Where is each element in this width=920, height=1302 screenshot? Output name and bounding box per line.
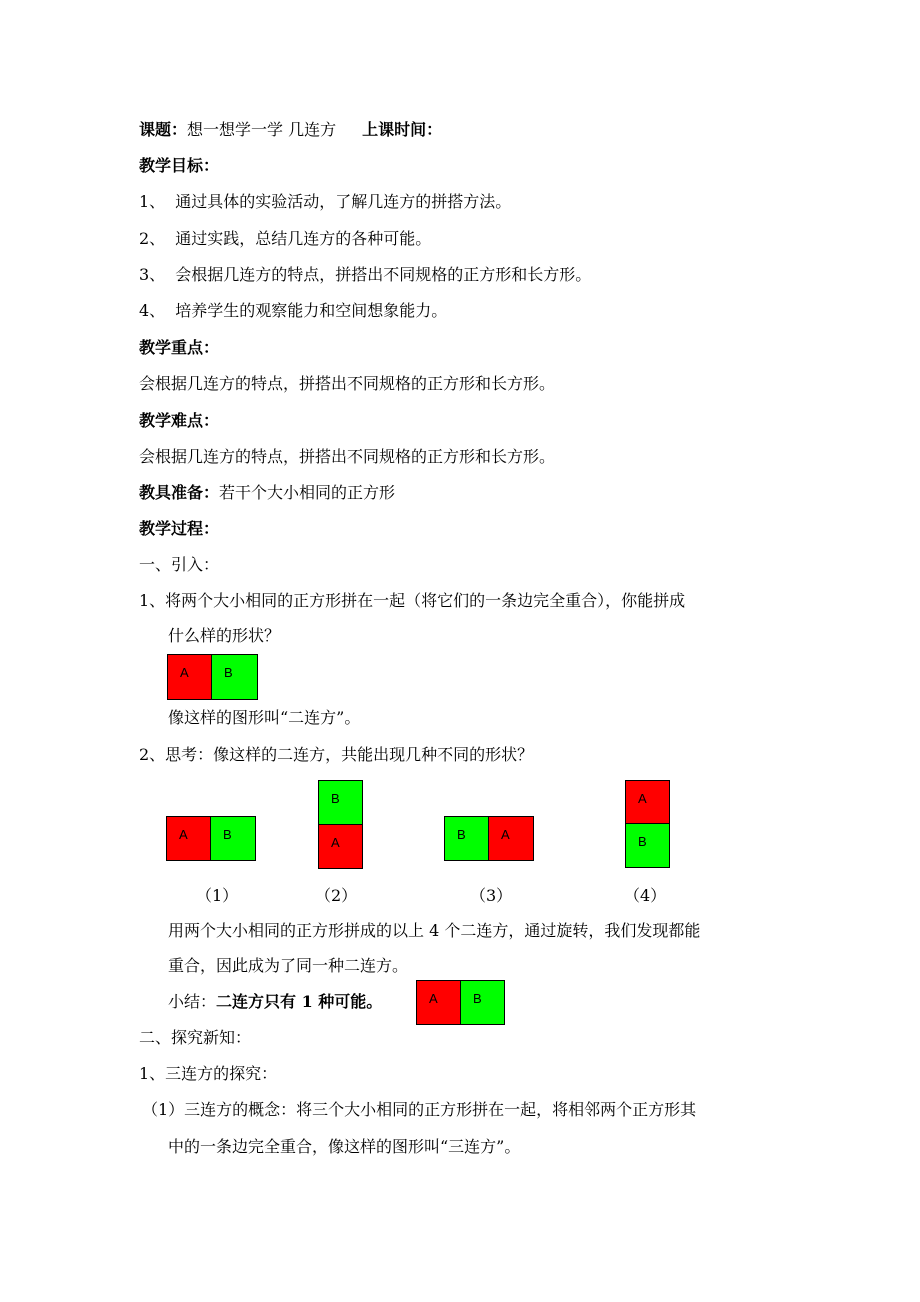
explanation-line1: 用两个大小相同的正方形拼成的以上 4 个二连方，通过旋转，我们发现都能 bbox=[168, 921, 701, 940]
objective-text: 培养学生的观察能力和空间想象能力。 bbox=[175, 301, 448, 320]
summary-text: 二连方只有 1 种可能。 bbox=[216, 992, 383, 1011]
square-b: B bbox=[460, 980, 505, 1025]
explanation-line2: 重合，因此成为了同一种二连方。 bbox=[168, 956, 409, 975]
objective-num: 1、 bbox=[139, 192, 166, 211]
question-1-line2: 什么样的形状？ bbox=[168, 626, 281, 645]
summary-line bbox=[168, 991, 382, 1013]
square-b: B bbox=[318, 780, 363, 826]
square-a: A bbox=[318, 824, 363, 869]
domino-note: 像这样的图形叫“二连方”。 bbox=[168, 708, 361, 727]
square-b: B bbox=[625, 823, 670, 868]
objective-text: 通过具体的实验活动，了解几连方的拼搭方法。 bbox=[175, 192, 512, 211]
section-2-heading: 二、探究新知： bbox=[139, 1028, 252, 1047]
square-a: A bbox=[166, 816, 212, 861]
caption-1: （1） bbox=[196, 886, 239, 905]
objective-num: 2、 bbox=[139, 229, 166, 248]
caption-3: （3） bbox=[470, 886, 513, 905]
materials-label: 教具准备： bbox=[139, 483, 220, 502]
square-a: A bbox=[167, 654, 213, 700]
objective-text: 通过实践，总结几连方的各种可能。 bbox=[175, 229, 432, 248]
title-label: 课题： bbox=[139, 120, 188, 139]
objectives-heading: 教学目标： bbox=[139, 156, 220, 175]
square-a: A bbox=[625, 780, 670, 825]
lesson-header bbox=[139, 119, 442, 141]
key-point-text: 会根据几连方的特点，拼搭出不同规格的正方形和长方形。 bbox=[139, 374, 556, 393]
caption-2: （2） bbox=[315, 886, 358, 905]
objective-item bbox=[139, 228, 431, 250]
triomino-definition-line2: 中的一条边完全重合，像这样的图形叫“三连方”。 bbox=[168, 1137, 521, 1156]
square-b: B bbox=[211, 654, 258, 700]
summary-label: 小结： bbox=[168, 992, 217, 1011]
difficulty-text: 会根据几连方的特点，拼搭出不同规格的正方形和长方形。 bbox=[139, 447, 556, 466]
square-b: B bbox=[210, 816, 256, 861]
process-heading: 教学过程： bbox=[139, 519, 220, 538]
objective-num: 3、 bbox=[139, 265, 166, 284]
objective-item bbox=[139, 191, 511, 213]
square-a: A bbox=[416, 980, 462, 1025]
objective-item bbox=[139, 300, 447, 322]
objective-item bbox=[139, 264, 591, 286]
materials-line bbox=[139, 482, 395, 504]
section-1-heading: 一、引入： bbox=[139, 555, 220, 574]
objective-text: 会根据几连方的特点，拼搭出不同规格的正方形和长方形。 bbox=[175, 265, 592, 284]
difficulty-heading: 教学难点： bbox=[139, 411, 220, 430]
objective-num: 4、 bbox=[139, 301, 166, 320]
time-label: 上课时间： bbox=[362, 120, 443, 139]
section-2-item-1: 1、三连方的探究： bbox=[139, 1064, 278, 1083]
square-b: B bbox=[444, 816, 490, 861]
square-a: A bbox=[488, 816, 534, 861]
materials-text: 若干个大小相同的正方形 bbox=[219, 483, 396, 502]
question-1-line1: 1、将两个大小相同的正方形拼在一起（将它们的一条边完全重合），你能拼成 bbox=[139, 591, 686, 610]
key-point-heading: 教学重点： bbox=[139, 338, 220, 357]
triomino-definition-line1: （1）三连方的概念：将三个大小相同的正方形拼在一起，将相邻两个正方形其 bbox=[142, 1100, 697, 1119]
question-2: 2、思考：像这样的二连方，共能出现几种不同的形状？ bbox=[139, 745, 534, 764]
title-value: 想一想学一学 几连方 bbox=[187, 120, 337, 139]
caption-4: （4） bbox=[624, 886, 667, 905]
